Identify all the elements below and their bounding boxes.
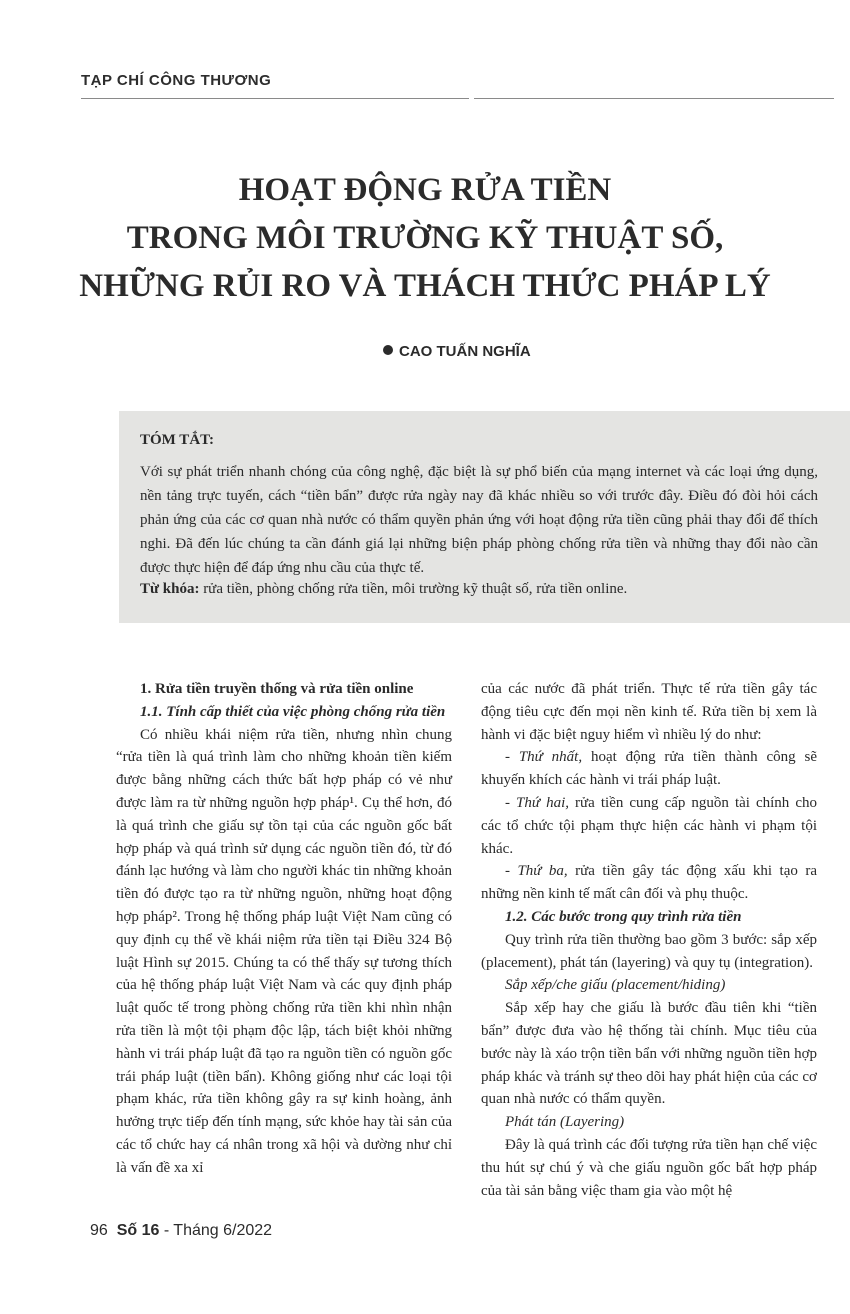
- issue-number: Số 16: [116, 1222, 160, 1239]
- body-paragraph: của các nước đã phát triển. Thực tế rửa tiền gây tác động tiêu cực đến mọi nền kinh tế. Rửa tiền bị xem là hành vi đặc biệt nguy hiểm vì nhiều lý do như:: [481, 681, 817, 743]
- abstract-heading: TÓM TẮT:: [140, 432, 215, 448]
- body-paragraph: Sắp xếp hay che giấu là bước đầu tiên khi “tiền bẩn” được đưa vào hệ thống tài chính. Mục tiêu của bước này là xáo trộn tiền bẩn với những nguồn tiền hợp pháp khác và tránh sự theo dõi hay phát hiện của các cơ quan nhà nước có thẩm quyền.: [481, 1000, 817, 1108]
- list-item-3: - Thứ ba, rửa tiền gây tác động xấu khi tạo ra những nền kinh tế mất cân đối và phụ thuộc.: [481, 863, 817, 903]
- body-paragraph: Quy trình rửa tiền thường bao gồm 3 bước: sắp xếp (placement), phát tán (layering) và quy tụ (integration).: [481, 931, 817, 971]
- right-column: [481, 678, 817, 1202]
- abstract-text: [140, 460, 818, 580]
- list-item-text: rửa tiền gây tác động xấu khi tạo ra những nền kinh tế mất cân đối và phụ thuộc.: [481, 863, 817, 903]
- author-name: CAO TUẤN NGHĨA: [399, 343, 531, 360]
- header-rule-right: [474, 98, 834, 99]
- subsection-heading-1-1: 1.1. Tính cấp thiết của việc phòng chống rửa tiền: [140, 703, 446, 720]
- list-item-2: - Thứ hai, rửa tiền cung cấp nguồn tài chính cho các tổ chức tội phạm thực hiện các hành vi phạm tội khác.: [481, 794, 817, 857]
- step-heading-placement: Sắp xếp/che giấu (placement/hiding): [505, 977, 726, 994]
- step-heading-layering: Phát tán (Layering): [505, 1114, 625, 1131]
- body-paragraph: Có nhiều khái niệm rửa tiền, nhưng nhìn chung “rửa tiền là quá trình làm cho những khoản tiền kiếm được bằng những cách thức bất hợp pháp có vẻ như được làm ra từ những nguồn hợp pháp¹. Cụ thể hơn, đó là quá trình che giấu sự tồn tại của các nguồn gốc bất hợp pháp và quá trình sử dụng các nguồn tiền đó, từ đó đánh lạc hướng và làm cho người khác tin những khoản tiền đó được tạo ra từ những nguồn, những hoạt động hợp pháp². Trong hệ thống pháp luật Việt Nam cũng có quy định cụ thể về khái niệm rửa tiền tại Điều 324 Bộ luật Hình sự 2015. Chúng ta có thể thấy sự tương thích của hệ thống pháp luật Việt Nam và các quy định pháp luật quốc tế trong phòng chống rửa tiền khi nhìn nhận rửa tiền là một tội phạm độc lập, tách biệt khỏi những hành vi trái pháp luật đã tạo ra nguồn tiền có nguồn gốc trái pháp luật (tiền bẩn). Không giống như các loại tội phạm khác, rửa tiền không gây ra sự kinh hoàng, ảnh hưởng trực tiếp đến tính mạng, sức khỏe hay tài sản của các tổ chức hay cá nhân trong xã hội và dường như chỉ là vấn đề xa xỉ: [116, 726, 452, 1176]
- journal-name: TẠP CHÍ CÔNG THƯƠNG: [81, 72, 272, 89]
- title-line-3: NHỮNG RỦI RO VÀ THÁCH THỨC PHÁP LÝ: [79, 268, 771, 304]
- page-number: 96: [90, 1222, 108, 1239]
- issue-date: - Tháng 6/2022: [159, 1222, 273, 1239]
- author-line: [383, 343, 531, 360]
- bullet-icon: [383, 345, 393, 355]
- article-title: [60, 166, 790, 310]
- keywords: [140, 581, 830, 598]
- left-column: [116, 678, 452, 1180]
- section-heading-1: 1. Rửa tiền truyền thống và rửa tiền online: [140, 681, 414, 697]
- subsection-heading-1-2: 1.2. Các bước trong quy trình rửa tiền: [505, 908, 742, 925]
- title-line-1: HOẠT ĐỘNG RỬA TIỀN: [238, 172, 612, 208]
- abstract-paragraph: Với sự phát triển nhanh chóng của công nghệ, đặc biệt là sự phổ biến của mạng internet và các loại ứng dụng, nền tảng trực tuyến, cách “tiền bẩn” được rửa ngày nay đã khác nhiều so với trước đây. Điều đó đòi hỏi cách phản ứng của các cơ quan nhà nước có thẩm quyền phản ứng với hoạt động rửa tiền cũng phải thay đổi để thích nghi. Đã đến lúc chúng ta cần đánh giá lại những biện pháp phòng chống rửa tiền và những thay đổi nào cần được thực hiện để đáp ứng nhu cầu của thực tế.: [140, 464, 818, 576]
- list-item-text: rửa tiền cung cấp nguồn tài chính cho các tổ chức tội phạm thực hiện các hành vi phạm tội khác.: [481, 794, 817, 857]
- list-item-1: - Thứ nhất, hoạt động rửa tiền thành công sẽ khuyến khích các hành vi trái pháp luật.: [481, 749, 817, 789]
- header-rule-left: [81, 98, 469, 99]
- list-item-label: Thứ hai,: [516, 794, 570, 811]
- body-paragraph: Đây là quá trình các đối tượng rửa tiền hạn chế việc thu hút sự chú ý và che giấu nguồn gốc bất hợp pháp của tài sản bằng việc tham gia vào một hệ: [481, 1136, 817, 1199]
- keywords-label: Từ khóa:: [140, 581, 200, 597]
- title-line-2: TRONG MÔI TRƯỜNG KỸ THUẬT SỐ,: [126, 220, 724, 256]
- list-item-label: Thứ ba,: [517, 863, 568, 880]
- list-item-label: Thứ nhất,: [518, 749, 583, 766]
- page-footer: [90, 1222, 272, 1240]
- list-item-text: hoạt động rửa tiền thành công sẽ khuyến khích các hành vi trái pháp luật.: [481, 749, 817, 789]
- keywords-text: rửa tiền, phòng chống rửa tiền, môi trường kỹ thuật số, rửa tiền online.: [199, 581, 628, 597]
